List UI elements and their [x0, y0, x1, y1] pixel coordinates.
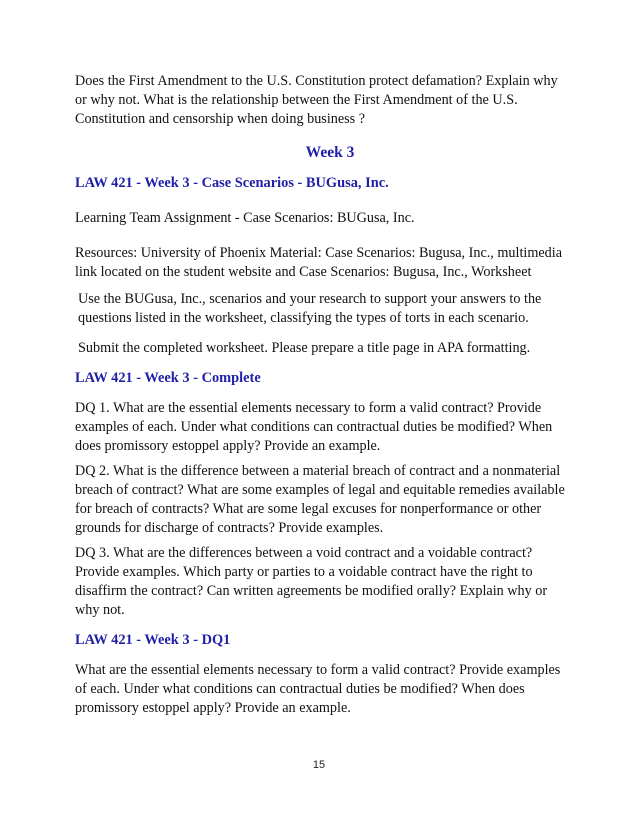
- intro-paragraph: Does the First Amendment to the U.S. Constitution protect defamation? Explain why or why not. What is the relationship between the First Amendment of the U.S. Constitution and censorship when doing business ?: [75, 73, 558, 127]
- document-page: [75, 72, 567, 718]
- dq1-paragraph: DQ 1. What are the essential elements necessary to form a valid contract? Provide examples of each. Under what conditions can contractual duties be modified? When does promissory estoppel apply? Provide an example.: [75, 400, 553, 454]
- dq1-question-paragraph: What are the essential elements necessary to form a valid contract? Provide examples of each. Under what conditions can contractual duties be modified? When does promissory estoppel apply? Provide an example.: [75, 662, 561, 716]
- dq3-paragraph: DQ 3. What are the differences between a void contract and a voidable contract? Provide examples. Which party or parties to a voidable contract have the right to disaffirm the contract? Can written agreements be modified orally? Explain why or why not.: [75, 545, 548, 618]
- resources-paragraph: Resources: University of Phoenix Material: Case Scenarios: Bugusa, Inc., multimedia link located on the student website and Case Scenarios: Bugusa, Inc., Worksheet: [75, 245, 563, 280]
- section-heading-dq1: LAW 421 - Week 3 - DQ1: [75, 632, 231, 648]
- dq2-paragraph: DQ 2. What is the difference between a material breach of contract and a nonmaterial breach of contract? What are some examples of legal and equitable remedies available for breach of contracts? What are some legal excuses for nonperformance or other grounds for discharge of contracts? Provide examples.: [75, 463, 565, 536]
- instructions-paragraph: Use the BUGusa, Inc., scenarios and your research to support your answers to the questions listed in the worksheet, classifying the types of torts in each scenario.: [78, 291, 542, 326]
- section-heading-case-scenarios: LAW 421 - Week 3 - Case Scenarios - BUGusa, Inc.: [75, 175, 389, 191]
- section-heading-complete: LAW 421 - Week 3 - Complete: [75, 370, 261, 386]
- page-number: 15: [312, 759, 326, 771]
- submission-paragraph: Submit the completed worksheet. Please prepare a title page in APA formatting.: [78, 340, 531, 356]
- assignment-title: Learning Team Assignment - Case Scenarios: BUGusa, Inc.: [75, 210, 415, 226]
- week-heading: Week 3: [305, 144, 355, 161]
